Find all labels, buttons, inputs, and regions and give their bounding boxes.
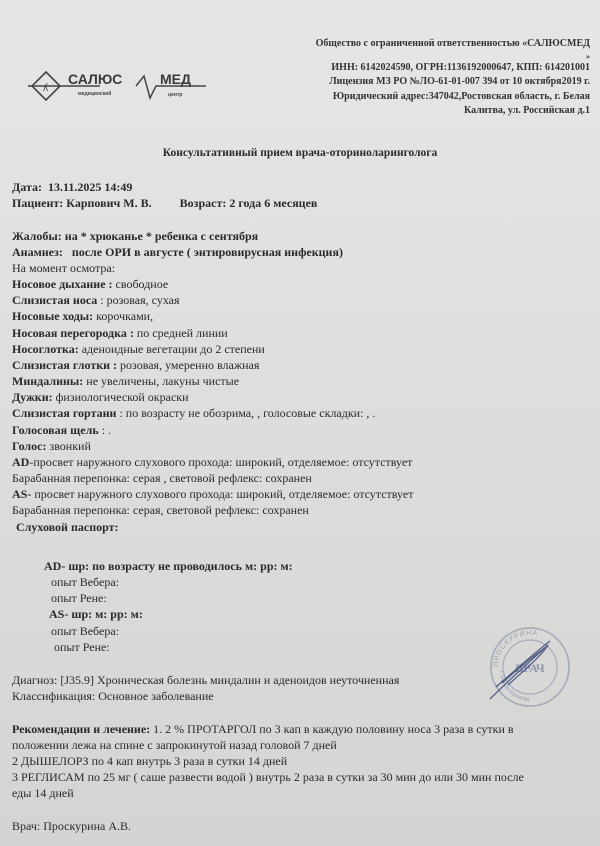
organization-details [290, 37, 590, 119]
anamnesis-value: после ОРИ в августе ( энтировирусная инфекция) [71, 245, 343, 259]
exam-pharynx-mucosa: Слизистая глотки : розовая, умеренно влажная [12, 358, 260, 372]
clinic-logo [28, 68, 208, 104]
exam-voice: Голос: звонкий [12, 439, 91, 453]
recommendations-line-3: 2 ДЫШЕЛОРЗ по 4 кап внутрь 3 раза в сутки 14 дней [12, 754, 288, 768]
svg-text:ПРОСКУРИНА: ПРОСКУРИНА [492, 629, 539, 668]
svg-text:САЛЮС: САЛЮС [68, 71, 123, 87]
anamnesis-label: Анамнез: [12, 245, 63, 259]
svg-text:медицинский: медицинский [78, 91, 112, 97]
org-name: Общество с ограниченной ответственностью «САЛЮСМЕД [315, 38, 590, 49]
recommendations-label: Рекомендации и лечение: [12, 722, 151, 736]
exam-nasal-passages: Носовые ходы: корочками, [12, 309, 154, 323]
classification: Классификация: Основное заболевание [12, 689, 214, 703]
exam-arches: Дужки: физиологической окраски [12, 390, 189, 404]
org-ids: ИНН: 6142024590, ОГРН:1136192000647, КПП: 614201001 [331, 61, 590, 73]
hearing-ad-line: AD- шр: по возрасту не проводилось м: рр: м: [44, 559, 293, 573]
svg-text:центр: центр [168, 92, 183, 98]
exam-as-eardrum: Барабанная перепонка: серая, световой рефлекс: сохранен [12, 503, 309, 517]
hearing-passport-label: Слуховой паспорт: [16, 520, 119, 534]
complaints-line [12, 229, 258, 244]
exam-ad-canal: AD-просвет наружного слухового прохода: широкий, отделяемое: отсутствует [12, 455, 413, 469]
org-address-1: Юридический адрес:347042,Ростовская область, г. Белая [332, 90, 590, 102]
recommendations-line-2: положении лежа на спине с запрокинутой назад головой 7 дней [12, 738, 337, 752]
hearing-as-rinne: опыт Рене: [54, 640, 110, 654]
exam-ad-eardrum: Барабанная перепонка: серая , световой рефлекс: сохранен [12, 471, 312, 485]
hearing-as-line: AS- шр: м: рр: м: [49, 607, 143, 621]
document-title: Консультативный прием врача-оториноларинголога [162, 147, 438, 159]
exam-intro: На момент осмотра: [12, 261, 116, 275]
recommendations-line-4: 3 РЕГЛИСАМ по 25 мг ( саше развести водой ) внутрь 2 раза в сутки за 30 мин до или 30 мин после [12, 770, 524, 784]
exam-glottis: Голосовая щель : . [12, 423, 112, 437]
exam-nasal-septum: Носовая перегородка : по средней линии [12, 326, 228, 340]
exam-as-canal: AS- просвет наружного слухового прохода: широкий, отделяемое: отсутствует [12, 487, 414, 501]
hearing-as-weber: опыт Вебера: [51, 624, 119, 638]
diagnosis: Диагноз: [J35.9] Хроническая болезнь миндалин и аденоидов неуточненная [12, 673, 400, 687]
patient-value: Карпович М. В. [66, 196, 152, 210]
age-label: Возраст: [179, 196, 227, 210]
svg-text:ʎ: ʎ [43, 83, 48, 94]
exam-tonsils: Миндалины: не увеличены, лакуны чистые [12, 374, 240, 388]
anamnesis-line [12, 245, 343, 260]
patient-label: Пациент: [12, 196, 64, 210]
hearing-ad-weber: опыт Вебера: [51, 575, 119, 589]
doctor-name: Врач: Проскурина А.В. [12, 819, 132, 833]
complaints-value: на * хрюканье * ребенка с сентября [64, 229, 259, 243]
patient-line [12, 196, 317, 211]
date-value: 13.11.2025 14:49 [47, 180, 133, 194]
exam-nasal-breathing: Носовое дыхание : свободное [12, 277, 169, 291]
exam-nasopharynx: Носоглотка: аденоидные вегетации до 2 степени [12, 342, 265, 356]
org-name-close: » [586, 51, 590, 61]
recommendations-line-5: еды 14 дней [12, 786, 74, 800]
svg-text:г. Белая Калитва: г. Белая Калитва [497, 670, 530, 704]
org-license: Лицензия МЗ РО №ЛО-61-01-007 394 от 10 октября2019 г. [329, 76, 590, 88]
recommendations-line-1: Рекомендации и лечение: 1. 2 % ПРОТАРГОЛ по 3 кап в каждую половину носа 3 раза в сутки в [12, 722, 514, 736]
date-line [12, 180, 132, 195]
exam-nasal-mucosa: Слизистая носа : розовая, сухая [12, 293, 180, 307]
hearing-ad-rinne: опыт Рене: [51, 591, 107, 605]
complaints-label: Жалобы: [12, 229, 62, 243]
svg-text:МЕД: МЕД [160, 71, 191, 87]
age-value: 2 года 6 месяцев [229, 196, 318, 210]
doctor-stamp [488, 625, 572, 709]
svg-text:ВРАЧ: ВРАЧ [515, 661, 545, 675]
exam-larynx-mucosa: Слизистая гортани : по возрасту не обозрима, , голосовые складки: , . [12, 406, 376, 420]
org-address-2: Калитва, ул. Российская д.1 [463, 105, 590, 117]
date-label: Дата: [12, 180, 42, 194]
